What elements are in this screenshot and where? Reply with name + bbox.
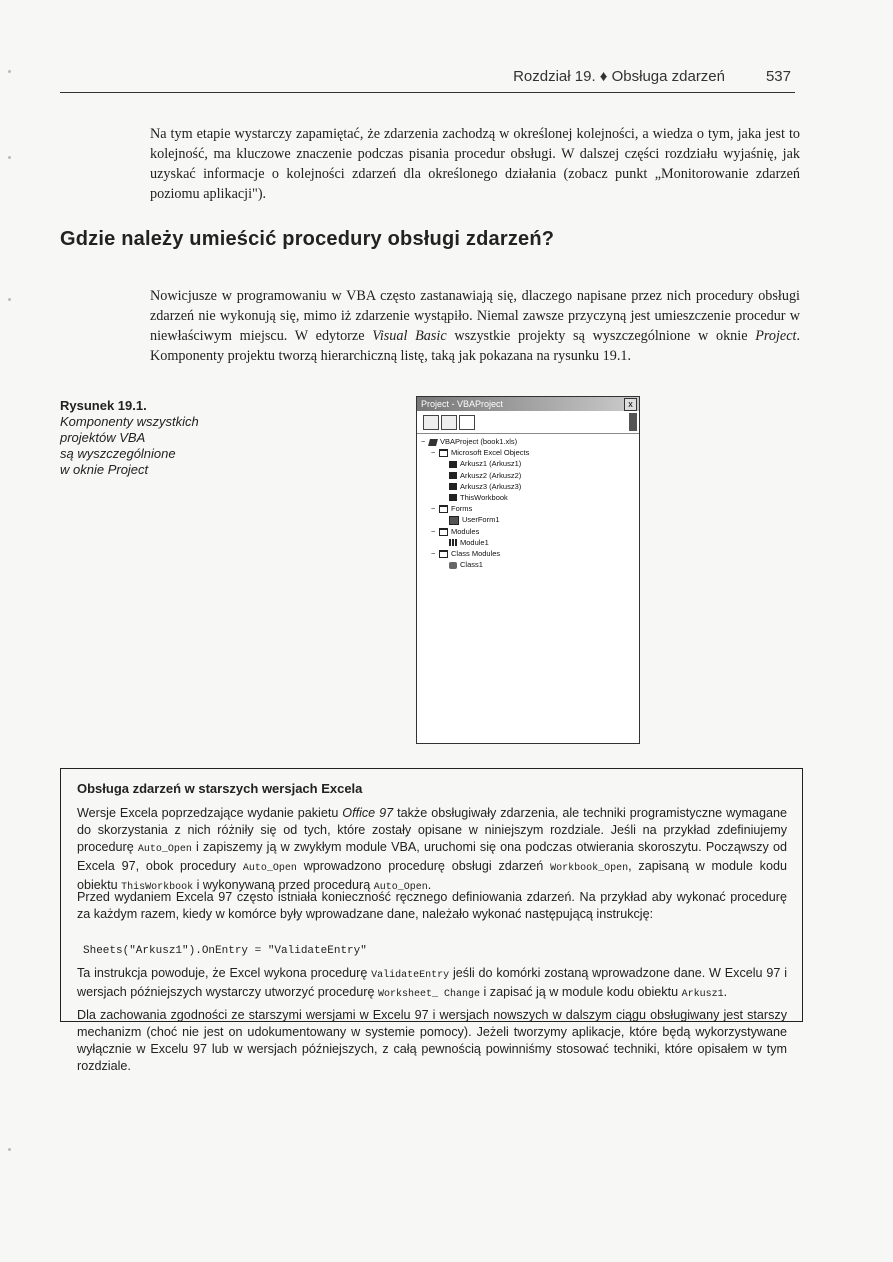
project-window-titlebar bbox=[417, 397, 639, 411]
section-heading: Gdzie należy umieścić procedury obsługi zdarzeń? bbox=[60, 228, 555, 250]
tree-item-label: UserForm1 bbox=[462, 515, 500, 525]
module-icon bbox=[449, 539, 457, 546]
scan-speck bbox=[8, 70, 11, 73]
running-head bbox=[60, 64, 795, 93]
text-segment: i wykonywaną przed procedurą bbox=[193, 878, 374, 892]
sidebar-paragraph-1 bbox=[77, 805, 787, 896]
tree-item-label: Arkusz2 (Arkusz2) bbox=[460, 470, 522, 480]
code-sample: Sheets("Arkusz1").OnEntry = "ValidateEntry" bbox=[83, 945, 367, 957]
tree-item[interactable] bbox=[421, 560, 529, 571]
tree-item-label: Forms bbox=[451, 504, 473, 514]
code-term: Auto_Open bbox=[137, 844, 192, 855]
sheet-icon bbox=[449, 483, 457, 490]
tree-item-label: Modules bbox=[451, 526, 480, 536]
code-term: ThisWorkbook bbox=[121, 882, 194, 893]
code-term: Worksheet_ Change bbox=[377, 989, 480, 1000]
text-segment: i zapiszemy ją w zwykłym module VBA, uruchomi się ona podczas otwierania skoroszytu. Począwszy od Excela 97, obok procedury bbox=[77, 840, 787, 873]
scan-speck bbox=[8, 298, 11, 301]
text-segment: Nowicjusze w programowaniu w VBA często zastanawiają się, dlaczego napisane przez nich procedury obsługi zdarzeń nie wykonują się, mimo iż zdarzenie wystąpiło. Niemal zawsze przyczyną jest umieszczenie procedur w niewłaściwym miejscu. W edytorze bbox=[150, 288, 800, 344]
text-segment: wprowadzono procedurę obsługi zdarzeń bbox=[296, 859, 551, 873]
page-number: 537 bbox=[765, 68, 791, 85]
tree-item[interactable] bbox=[421, 448, 529, 459]
sidebar-title: Obsługa zdarzeń w starszych wersjach Excela bbox=[77, 781, 363, 796]
expand-toggle[interactable]: − bbox=[421, 437, 426, 446]
intro-paragraph: Na tym etapie wystarczy zapamiętać, że zdarzenia zachodzą w określonej kolejności, a wiedza o tym, jaka jest to kolejność, ma kluczowe znaczenie podczas pisania procedur obsługi. W dalszej części rozdziału wyjaśnię, jak uzyskać informacje o kolejności zdarzeń dla określonego działania (zobacz punkt „Monitorowanie zdarzeń poziomu aplikacji"). bbox=[150, 126, 800, 202]
tree-item[interactable] bbox=[421, 549, 529, 560]
code-term: Auto_Open bbox=[373, 882, 428, 893]
sidebar-paragraph-3 bbox=[77, 965, 787, 1003]
sidebar-paragraph-2: Przed wydaniem Excela 97 często istniała konieczność ręcznego definiowania zdarzeń. Na przykład aby wykonać procedurę za każdym razem, kiedy w komórce były wprowadzane dane, należało wykonać następującą instrukcję: bbox=[77, 890, 787, 921]
scan-speck bbox=[8, 1148, 11, 1151]
sidebar-paragraph-4: Dla zachowania zgodności ze starszymi wersjami w Excelu 97 i wersjach nowszych w dalszym ciągu obsługiwany jest starszy mechanizm (choć nie jest on udokumentowany w systemie pomocy). Jeżeli tworzymy aplikacje, które będą wykorzystywane wyłącznie w Excelu 97 lub w wersjach późniejszych, z całą pewnością powinniśmy stosować techniki, które opisałem w tym rozdziale. bbox=[77, 1008, 787, 1073]
visual-basic-term: Visual Basic bbox=[372, 328, 447, 344]
sheet-icon bbox=[449, 472, 457, 479]
scan-speck bbox=[8, 156, 11, 159]
folder-icon bbox=[439, 449, 448, 457]
text-segment: Office 97 bbox=[342, 806, 394, 820]
scrollbar-thumb[interactable] bbox=[629, 413, 637, 431]
project-window-title: Project - VBAProject bbox=[421, 399, 504, 409]
chapter-title: Rozdział 19. ♦ Obsługa zdarzeń bbox=[513, 68, 725, 85]
code-term: Arkusz1 bbox=[681, 989, 724, 1000]
sheet-icon bbox=[449, 461, 457, 468]
view-code-icon[interactable] bbox=[423, 415, 439, 430]
toggle-folders-icon[interactable] bbox=[459, 415, 475, 430]
text-segment: wszystkie projekty są wyszczególnione w oknie bbox=[446, 328, 756, 344]
tree-item-label: Class1 bbox=[460, 560, 483, 570]
text-segment: także obsługiwały zdarzenia, ale techniki programistyczne wymagane do skorzystania z nich różniły się od tych, które zostały opisane w niniejszym rozdziale. Jeśli na przykład zdefiniujemy procedurę bbox=[77, 806, 787, 854]
sidebar-box bbox=[60, 768, 803, 1073]
project-icon bbox=[428, 439, 438, 446]
expand-toggle[interactable]: − bbox=[431, 548, 436, 558]
project-explorer-window bbox=[416, 396, 640, 744]
text-segment: . bbox=[723, 985, 728, 999]
class-icon bbox=[449, 562, 457, 569]
tree-item[interactable] bbox=[421, 493, 529, 504]
text-segment: . bbox=[427, 878, 432, 892]
text-segment: jeśli do komórki zostaną wprowadzone dane. W Excelu 97 i wersjach późniejszych wystarczy utworzyć procedurę bbox=[77, 966, 788, 999]
tree-item[interactable] bbox=[421, 437, 529, 448]
text-segment: . Komponenty projektu tworzą hierarchiczną listę, taką jak pokazana na rysunku 19.1. bbox=[150, 328, 800, 364]
body-paragraph bbox=[150, 286, 800, 366]
expand-toggle[interactable]: − bbox=[431, 504, 436, 514]
tree-item-label: VBAProject (book1.xls) bbox=[440, 437, 518, 446]
tree-item[interactable] bbox=[421, 538, 529, 549]
folder-icon bbox=[439, 550, 448, 558]
tree-item[interactable] bbox=[421, 515, 529, 526]
close-icon[interactable]: x bbox=[624, 398, 637, 411]
project-window-toolbar bbox=[417, 411, 639, 434]
expand-toggle[interactable]: − bbox=[431, 526, 436, 536]
tree-item[interactable] bbox=[421, 459, 529, 470]
tree-item-label: Class Modules bbox=[451, 548, 501, 558]
figure-number: Rysunek 19.1. bbox=[60, 398, 147, 413]
expand-toggle[interactable]: − bbox=[431, 448, 436, 458]
form-icon bbox=[449, 516, 459, 525]
folder-icon bbox=[439, 505, 448, 513]
tree-item[interactable] bbox=[421, 471, 529, 482]
figure-caption-text: Komponenty wszystkich projektów VBA są wyszczególnione w oknie Project bbox=[60, 414, 199, 477]
code-term: Auto_Open bbox=[242, 863, 297, 874]
project-term: Project bbox=[755, 328, 797, 344]
figure-caption bbox=[60, 398, 260, 478]
tree-item-label: Microsoft Excel Objects bbox=[451, 448, 530, 458]
tree-item[interactable] bbox=[421, 482, 529, 493]
text-segment: Ta instrukcja powoduje, że Excel wykona procedurę bbox=[77, 966, 372, 980]
tree-item-label: Arkusz1 (Arkusz1) bbox=[460, 459, 522, 469]
tree-item-label: Arkusz3 (Arkusz3) bbox=[460, 481, 522, 491]
folder-icon bbox=[439, 528, 448, 536]
code-term: Workbook_Open bbox=[550, 863, 629, 874]
text-segment: , zapisaną w module kodu obiektu bbox=[77, 859, 787, 892]
tree-item-label: ThisWorkbook bbox=[460, 492, 508, 502]
view-object-icon[interactable] bbox=[441, 415, 457, 430]
sheet-icon bbox=[449, 494, 457, 501]
text-segment: i zapisać ją w module kodu obiektu bbox=[480, 985, 682, 999]
code-term: ValidateEntry bbox=[371, 970, 450, 981]
tree-item[interactable] bbox=[421, 527, 529, 538]
text-segment: Wersje Excela poprzedzające wydanie pakietu bbox=[77, 806, 343, 820]
tree-item-label: Module1 bbox=[460, 537, 489, 547]
tree-item[interactable] bbox=[421, 504, 529, 515]
project-tree bbox=[421, 437, 529, 571]
